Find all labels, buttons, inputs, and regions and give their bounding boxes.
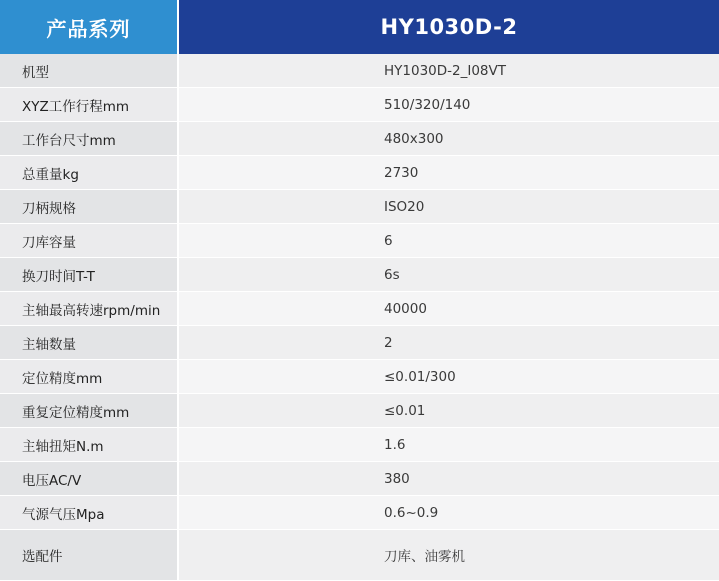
spec-label: 定位精度mm <box>0 360 179 394</box>
table-row <box>0 496 719 530</box>
spec-value: 0.6~0.9 <box>179 496 719 530</box>
spec-value: 380 <box>179 462 719 496</box>
spec-label: 重复定位精度mm <box>0 394 179 428</box>
spec-value: 40000 <box>179 292 719 326</box>
table-row <box>0 530 719 581</box>
table-row <box>0 224 719 258</box>
table-row <box>0 88 719 122</box>
spec-label: 工作台尺寸mm <box>0 122 179 156</box>
spec-value: 6 <box>179 224 719 258</box>
header-series-label: 产品系列 <box>0 0 179 54</box>
spec-value: 510/320/140 <box>179 88 719 122</box>
table-row <box>0 326 719 360</box>
table-row <box>0 462 719 496</box>
table-row <box>0 428 719 462</box>
table-row <box>0 190 719 224</box>
spec-label: 刀库容量 <box>0 224 179 258</box>
spec-value: 6s <box>179 258 719 292</box>
table-row <box>0 156 719 190</box>
spec-label: 选配件 <box>0 530 179 581</box>
spec-value: 刀库、油雾机 <box>179 530 719 581</box>
table-row <box>0 394 719 428</box>
spec-label: 电压AC/V <box>0 462 179 496</box>
spec-label: 刀柄规格 <box>0 190 179 224</box>
spec-value: ISO20 <box>179 190 719 224</box>
spec-label: 气源气压Mpa <box>0 496 179 530</box>
spec-label: 主轴扭矩N.m <box>0 428 179 462</box>
header-model-name: HY1030D-2 <box>179 0 719 54</box>
spec-label: 换刀时间T-T <box>0 258 179 292</box>
table-header-row <box>0 0 719 54</box>
spec-value: ≤0.01/300 <box>179 360 719 394</box>
spec-value: ≤0.01 <box>179 394 719 428</box>
table-row <box>0 360 719 394</box>
table-row <box>0 122 719 156</box>
spec-label: 机型 <box>0 54 179 88</box>
table-row <box>0 258 719 292</box>
spec-label: XYZ工作行程mm <box>0 88 179 122</box>
spec-label: 主轴数量 <box>0 326 179 360</box>
table-row <box>0 54 719 88</box>
spec-value: 2 <box>179 326 719 360</box>
table-row <box>0 292 719 326</box>
spec-value: 2730 <box>179 156 719 190</box>
spec-label: 总重量kg <box>0 156 179 190</box>
spec-value: 480x300 <box>179 122 719 156</box>
spec-value: HY1030D-2_I08VT <box>179 54 719 88</box>
spec-value: 1.6 <box>179 428 719 462</box>
spec-label: 主轴最高转速rpm/min <box>0 292 179 326</box>
